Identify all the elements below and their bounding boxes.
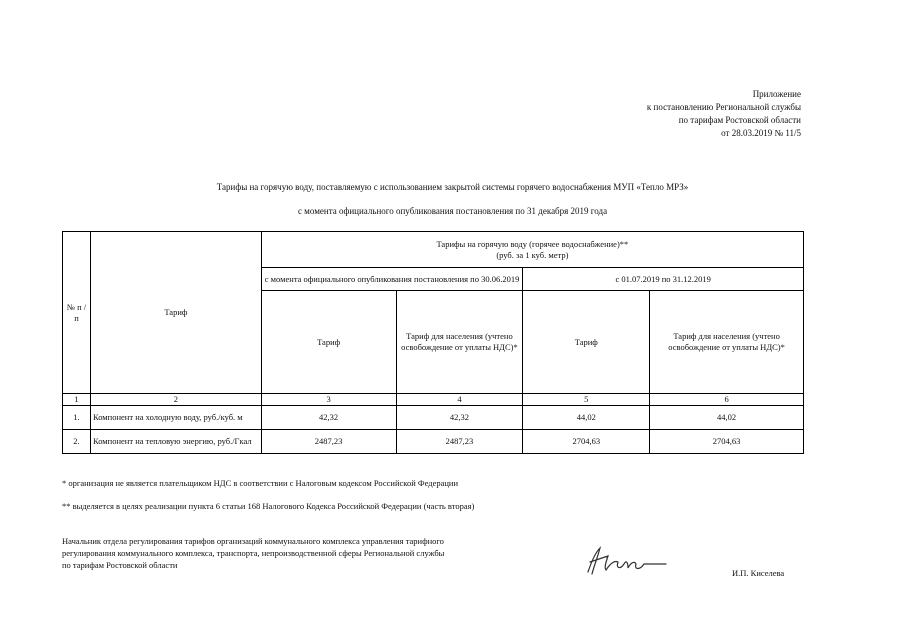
appendix-line: по тарифам Ростовской области xyxy=(678,115,801,125)
subheader-tariff: Тариф xyxy=(261,291,396,394)
group-title: Тарифы на горячую воду (горячее водоснабжение)** xyxy=(436,238,629,249)
subheader-tariff: Тариф xyxy=(523,291,650,394)
header-period-2: с 01.07.2019 по 31.12.2019 xyxy=(523,268,804,291)
column-number: 5 xyxy=(523,394,650,406)
column-number: 3 xyxy=(261,394,396,406)
group-unit: (руб. за 1 куб. метр) xyxy=(496,249,569,260)
row-num: 2. xyxy=(63,430,91,454)
header-period-1: с момента официального опубликования постановления по 30.06.2019 xyxy=(261,268,523,291)
header-group xyxy=(261,232,803,268)
footnote-vat: * организация не является плательщиком НДС в соответствии с Налоговым кодексом Российской Федерации xyxy=(62,478,459,488)
document-subtitle: с момента официального опубликования постановления по 31 декабря 2019 года xyxy=(297,206,608,216)
position-line: регулирования коммунального комплекса, транспорта, непроизводственной сферы Региональной службы xyxy=(62,548,445,558)
position-line: Начальник отдела регулирования тарифов организаций коммунального комплекса управления тарифного xyxy=(62,536,444,546)
row-value: 2487,23 xyxy=(261,430,396,454)
row-num: 1. xyxy=(63,406,91,430)
row-value: 44,02 xyxy=(650,406,804,430)
position-line: по тарифам Ростовской области xyxy=(62,560,178,570)
column-number: 2 xyxy=(90,394,261,406)
appendix-line: Приложение xyxy=(752,89,801,99)
footnote-tax-code: ** выделяется в целях реализации пункта 6 статьи 168 Налогового Кодекса Российской Федерации (часть вторая) xyxy=(62,501,475,511)
header-tariff: Тариф xyxy=(90,232,261,394)
appendix-line: к постановлению Региональной службы xyxy=(646,102,801,112)
signer-name: И.П. Киселева xyxy=(732,568,785,578)
row-name: Компонент на тепловую энергию, руб./Гкал xyxy=(90,430,261,454)
row-value: 42,32 xyxy=(261,406,396,430)
column-number: 6 xyxy=(650,394,804,406)
header-num: № п /п xyxy=(63,232,91,394)
row-value: 44,02 xyxy=(523,406,650,430)
signature-block xyxy=(62,535,444,571)
row-value: 2704,63 xyxy=(650,430,804,454)
column-number: 1 xyxy=(63,394,91,406)
tariff-table xyxy=(62,231,804,454)
handwritten-signature xyxy=(582,540,672,580)
row-value: 42,32 xyxy=(396,406,523,430)
appendix-block xyxy=(647,88,801,140)
row-name: Компонент на холодную воду, руб./куб. м xyxy=(90,406,261,430)
table-row xyxy=(63,430,804,454)
appendix-line: от 28.03.2019 № 11/5 xyxy=(721,128,801,138)
subheader-population: Тариф для населения (учтено освобождение от уплаты НДС)* xyxy=(650,291,804,394)
table-row xyxy=(63,406,804,430)
document-title: Тарифы на горячую воду, поставляемую с использованием закрытой системы горячего водоснабжения МУП «Тепло МРЗ» xyxy=(216,182,689,192)
subheader-population: Тариф для населения (учтено освобождение от уплаты НДС)* xyxy=(396,291,523,394)
row-value: 2487,23 xyxy=(396,430,523,454)
column-number: 4 xyxy=(396,394,523,406)
row-value: 2704,63 xyxy=(523,430,650,454)
